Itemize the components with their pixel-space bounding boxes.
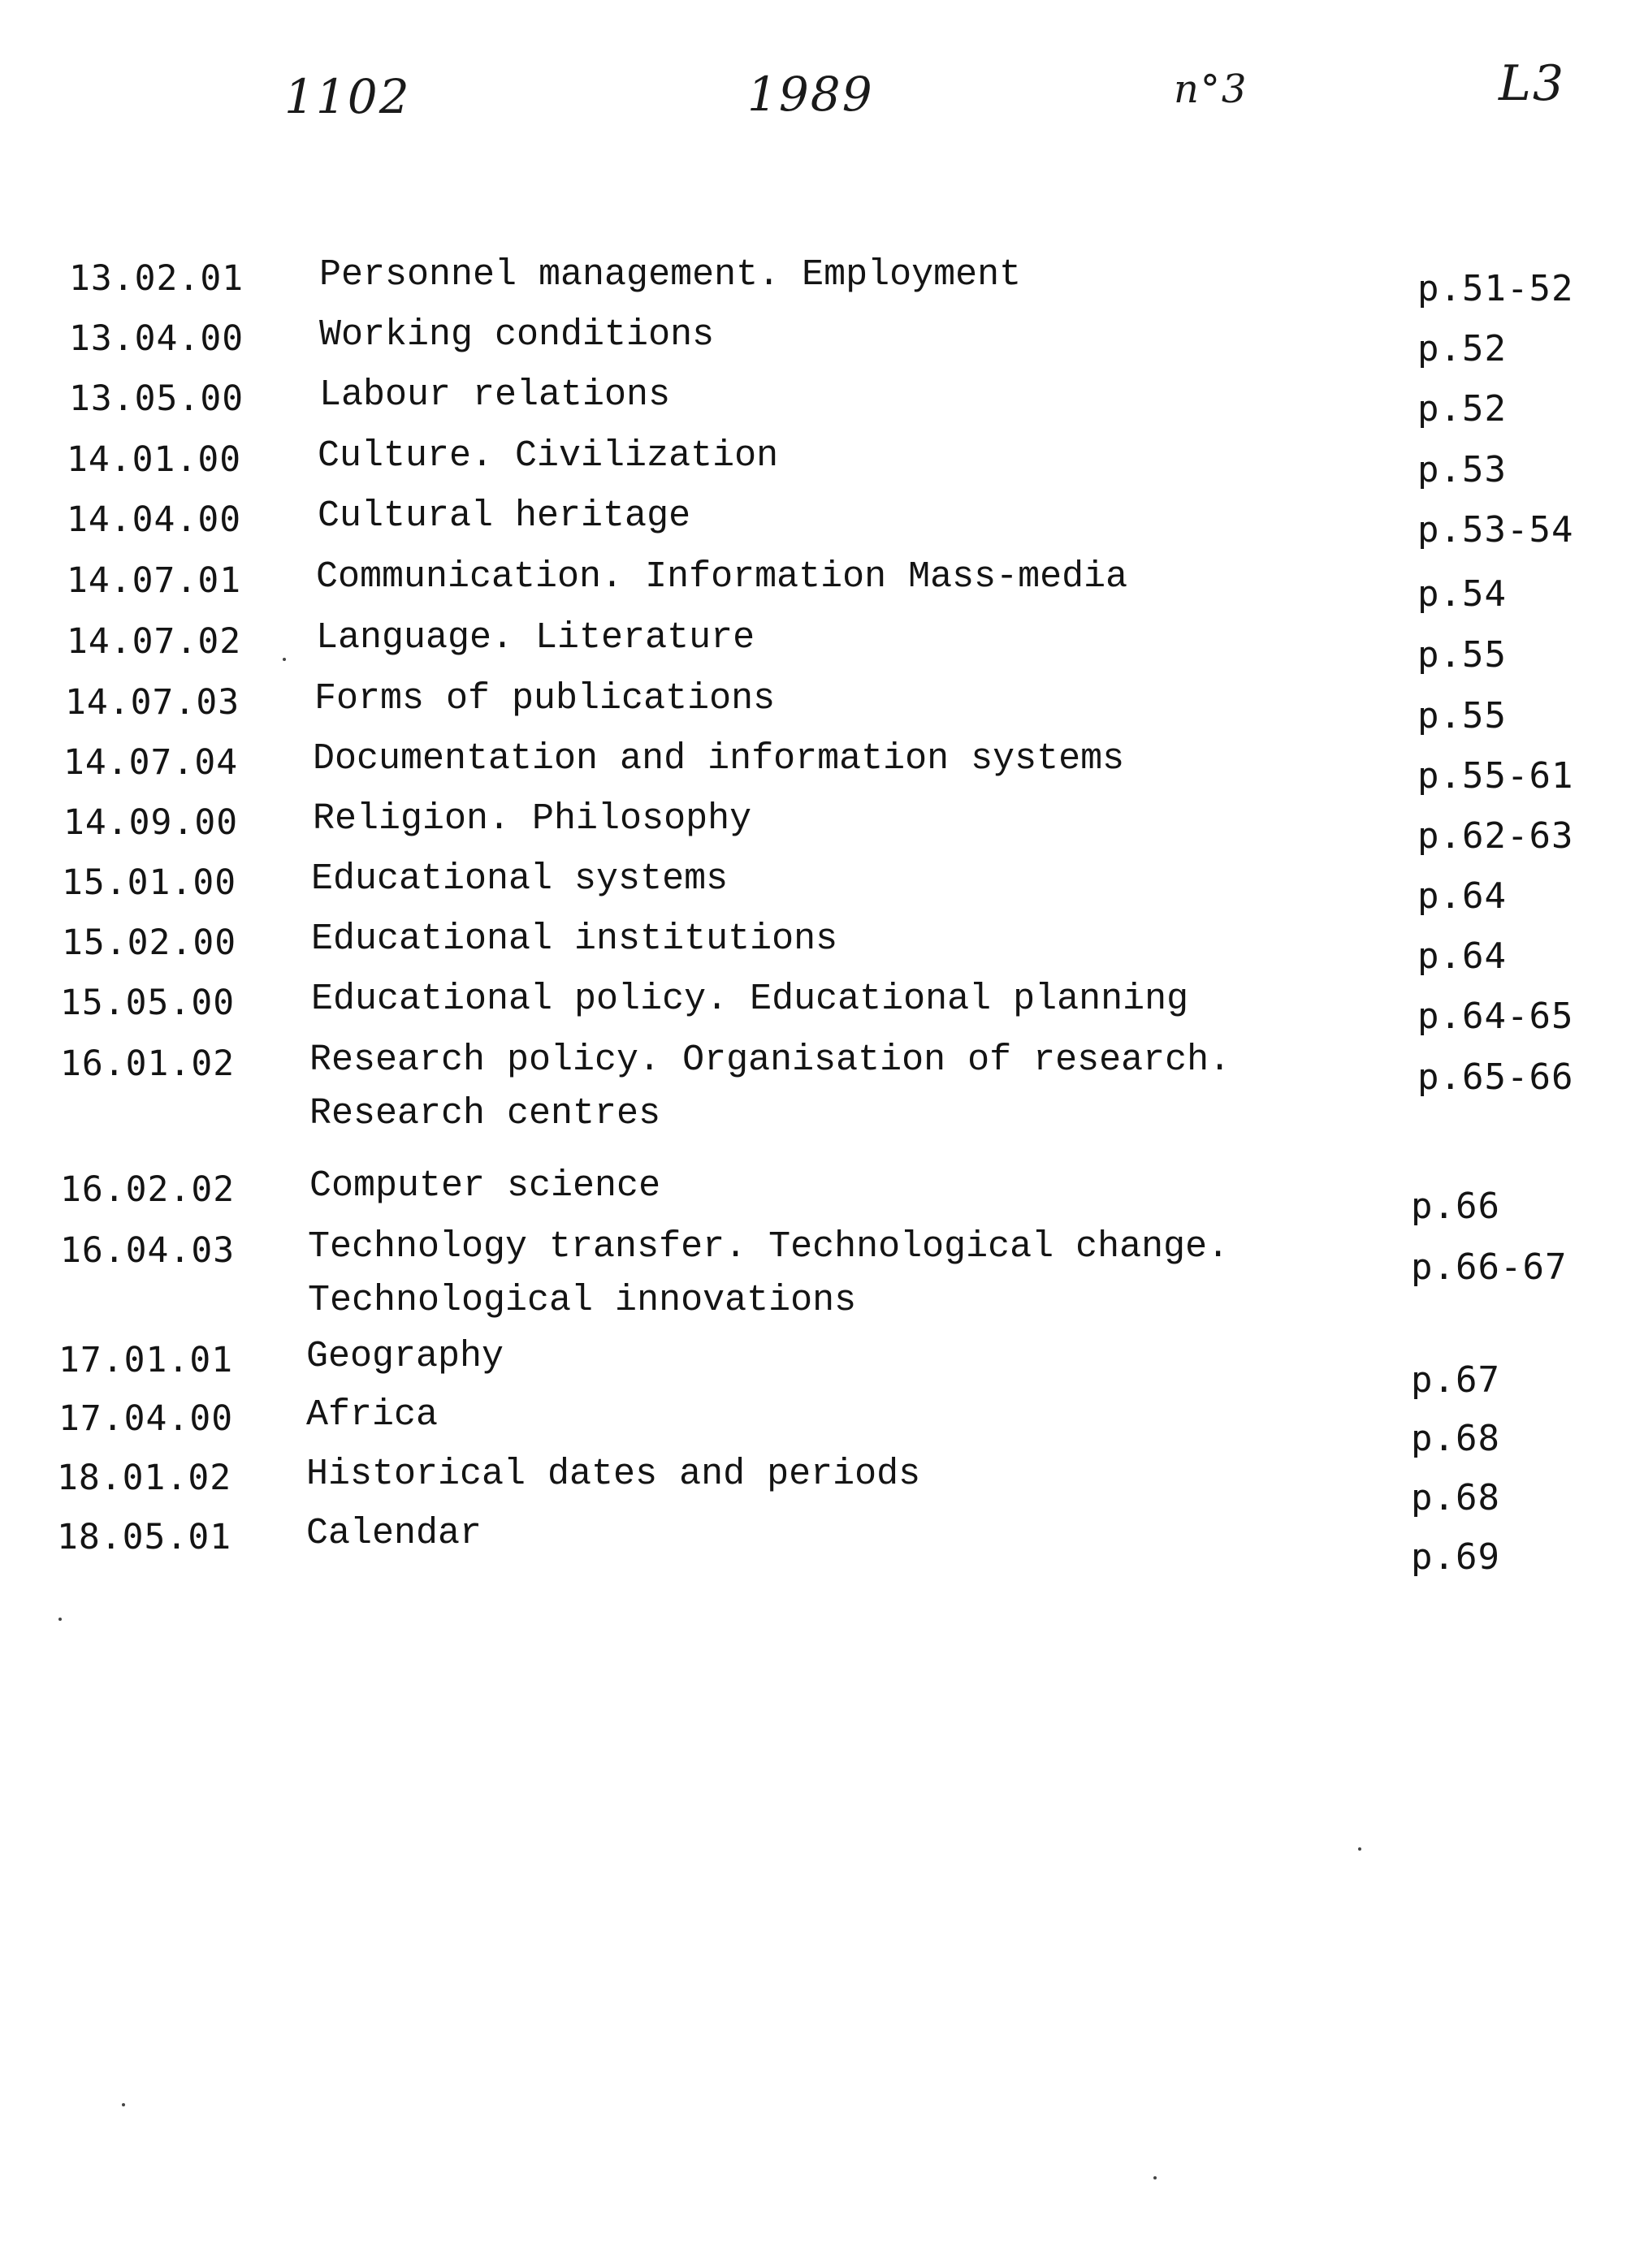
toc-page-ref: p.65-66 bbox=[1417, 1056, 1574, 1098]
toc-page-ref: p.54 bbox=[1417, 573, 1507, 615]
toc-title: Computer science bbox=[309, 1165, 661, 1207]
toc-title-continued: Research centres bbox=[309, 1093, 661, 1134]
toc-page-ref: p.62-63 bbox=[1417, 815, 1574, 857]
toc-code: 14.09.00 bbox=[63, 802, 239, 843]
toc-code: 13.04.00 bbox=[69, 318, 244, 359]
toc-title: Calendar bbox=[306, 1513, 482, 1554]
toc-title: Labour relations bbox=[319, 374, 671, 416]
toc-title: Cultural heritage bbox=[318, 495, 691, 537]
toc-title: Research policy. Organisation of research. bbox=[309, 1039, 1231, 1081]
toc-page-ref: p.64 bbox=[1417, 875, 1507, 917]
handwritten-mark: L3 bbox=[1499, 55, 1566, 112]
toc-code: 14.01.00 bbox=[67, 439, 242, 480]
toc-page-ref: p.53 bbox=[1417, 449, 1507, 490]
toc-code: 15.02.00 bbox=[62, 922, 237, 963]
toc-code: 14.07.02 bbox=[67, 621, 242, 662]
toc-title: Geography bbox=[306, 1336, 504, 1377]
toc-title: Culture. Civilization bbox=[318, 435, 779, 477]
toc-page-ref: p.67 bbox=[1411, 1359, 1500, 1401]
toc-code: 15.05.00 bbox=[60, 983, 236, 1023]
toc-title: Africa bbox=[306, 1394, 439, 1436]
toc-page-ref: p.69 bbox=[1411, 1536, 1500, 1578]
toc-code: 18.01.02 bbox=[57, 1458, 232, 1498]
toc-title: Historical dates and periods bbox=[306, 1454, 921, 1495]
toc-page-ref: p.52 bbox=[1417, 388, 1507, 430]
toc-code: 16.04.03 bbox=[60, 1230, 236, 1271]
toc-page-ref: p.68 bbox=[1411, 1477, 1500, 1518]
toc-code: 15.01.00 bbox=[62, 862, 237, 903]
toc-page-ref: p.55 bbox=[1417, 634, 1507, 676]
toc-code: 13.02.01 bbox=[69, 258, 244, 299]
handwritten-issue: n°3 bbox=[1174, 67, 1248, 112]
toc-code: 16.01.02 bbox=[60, 1043, 236, 1084]
toc-page-ref: p.52 bbox=[1417, 328, 1507, 369]
toc-page-ref: p.53-54 bbox=[1417, 509, 1574, 551]
toc-page-ref: p.66-67 bbox=[1411, 1246, 1568, 1288]
toc-page-ref: p.51-52 bbox=[1417, 268, 1574, 309]
toc-title: Communication. Information Mass-media bbox=[316, 556, 1128, 598]
toc-title: Language. Literature bbox=[316, 617, 755, 659]
handwritten-doc-number: 1102 bbox=[284, 69, 411, 124]
toc-code: 14.07.01 bbox=[67, 560, 242, 601]
toc-page-ref: p.55 bbox=[1417, 695, 1507, 737]
scan-speck bbox=[122, 2103, 125, 2106]
toc-title: Working conditions bbox=[319, 314, 715, 356]
toc-title: Documentation and information systems bbox=[313, 738, 1125, 780]
toc-title: Forms of publications bbox=[314, 678, 776, 719]
scan-speck bbox=[58, 1618, 62, 1621]
toc-page-ref: p.64-65 bbox=[1417, 996, 1574, 1037]
toc-code: 14.04.00 bbox=[67, 499, 242, 540]
toc-page-ref: p.64 bbox=[1417, 935, 1507, 977]
toc-title: Educational systems bbox=[311, 858, 729, 900]
toc-code: 13.05.00 bbox=[69, 378, 244, 419]
toc-title: Technology transfer. Technological change. bbox=[308, 1226, 1230, 1268]
toc-title: Religion. Philosophy bbox=[313, 798, 752, 840]
toc-title: Educational institutions bbox=[311, 918, 838, 960]
toc-title-continued: Technological innovations bbox=[308, 1280, 857, 1321]
toc-page-ref: p.68 bbox=[1411, 1418, 1500, 1459]
scan-speck bbox=[1358, 1847, 1361, 1851]
toc-title: Personnel management. Employment bbox=[319, 254, 1022, 296]
toc-page-ref: p.66 bbox=[1411, 1186, 1500, 1227]
toc-code: 17.04.00 bbox=[58, 1398, 234, 1439]
toc-page-ref: p.55-61 bbox=[1417, 755, 1574, 797]
scan-speck bbox=[1153, 2176, 1157, 2179]
toc-code: 18.05.01 bbox=[57, 1517, 232, 1557]
toc-code: 17.01.01 bbox=[58, 1340, 234, 1380]
scan-speck bbox=[283, 658, 286, 661]
toc-code: 14.07.04 bbox=[63, 742, 239, 783]
toc-code: 16.02.02 bbox=[60, 1169, 236, 1210]
toc-title: Educational policy. Educational planning bbox=[311, 978, 1189, 1020]
toc-code: 14.07.03 bbox=[65, 682, 240, 723]
handwritten-year: 1989 bbox=[747, 67, 874, 122]
